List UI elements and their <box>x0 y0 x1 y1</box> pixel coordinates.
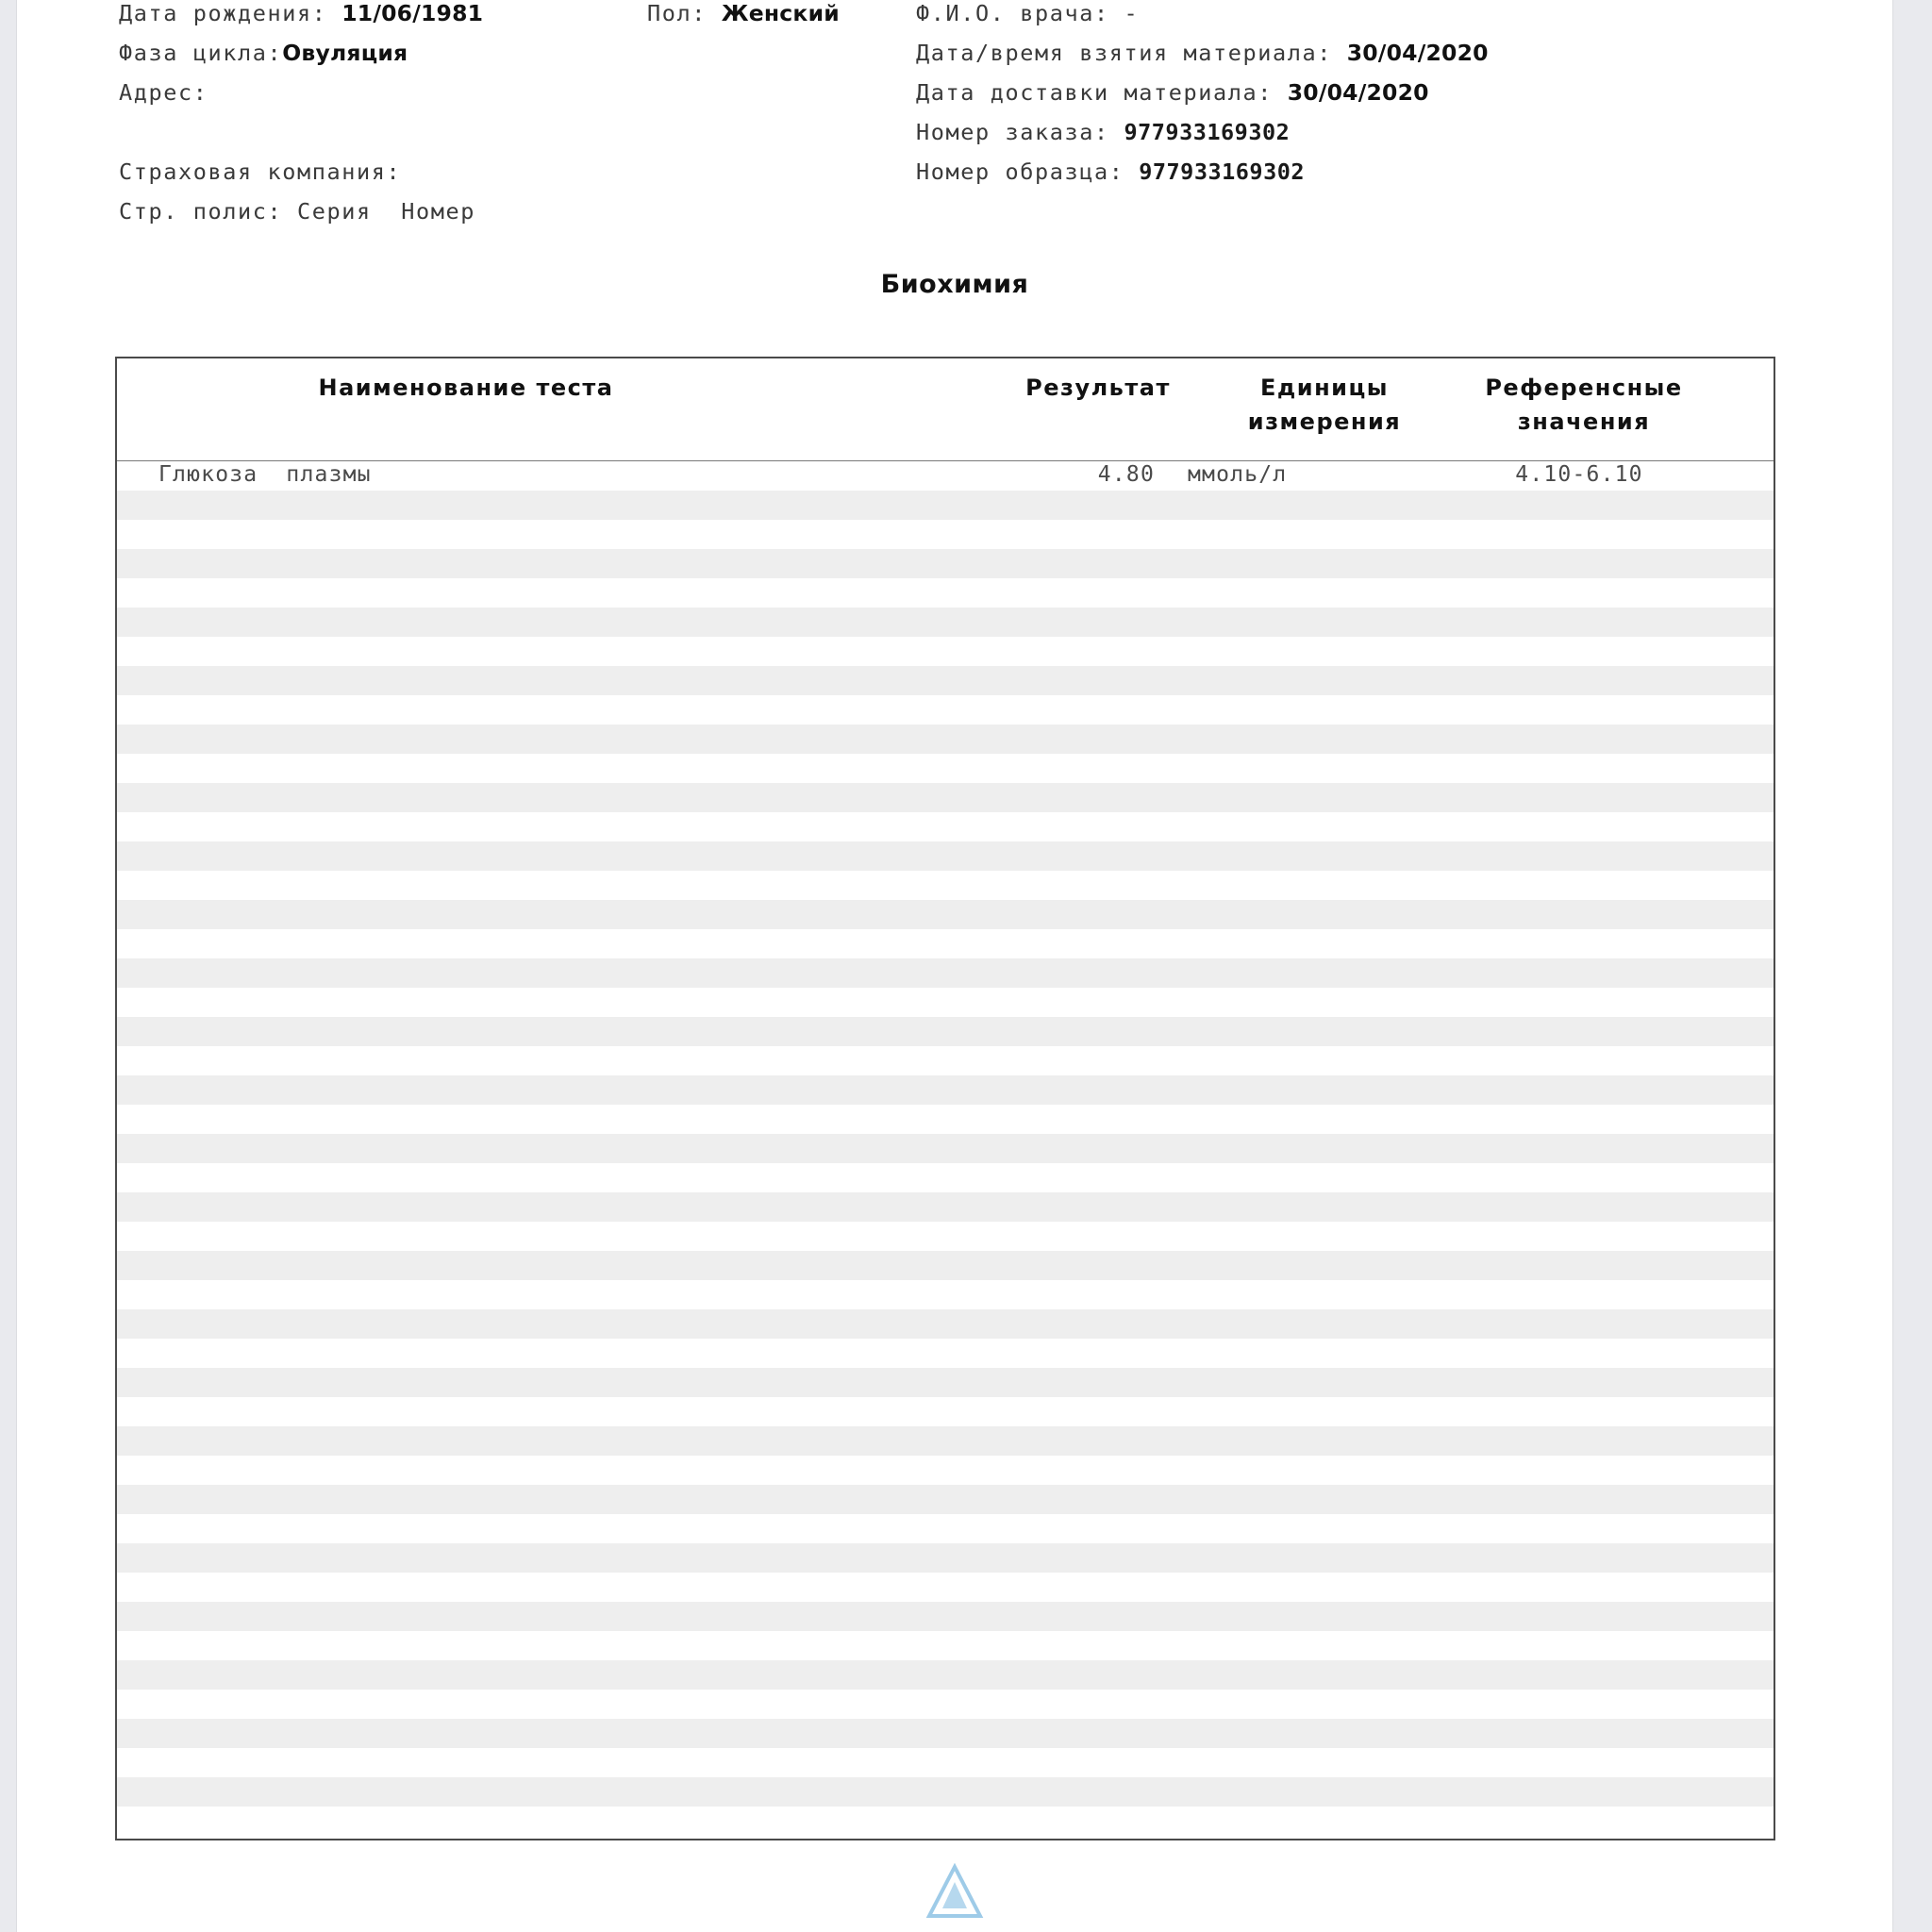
table-row-empty <box>117 637 1774 666</box>
field-birth-date <box>119 0 647 40</box>
table-row-empty <box>117 871 1774 900</box>
page-right-gutter <box>1909 0 1932 1932</box>
cell-test-name: Глюкоза плазмы <box>158 462 372 487</box>
column-header-reference <box>1457 372 1711 439</box>
table-row-empty <box>117 1163 1774 1192</box>
field-cycle-phase <box>119 40 647 79</box>
company-logo-icon <box>925 1863 984 1922</box>
table-row-empty <box>117 578 1774 608</box>
field-sample-number-label: Номер образца: <box>916 158 1140 185</box>
page-left-gutter <box>0 0 17 1932</box>
table-row-empty <box>117 988 1774 1017</box>
table-row-empty <box>117 1075 1774 1105</box>
field-cycle-phase-value: Овуляция <box>282 40 408 66</box>
results-table-header <box>117 358 1774 461</box>
table-row-empty <box>117 491 1774 520</box>
table-row-empty <box>117 1631 1774 1660</box>
field-collection-datetime-value: 30/04/2020 <box>1346 40 1489 66</box>
column-header-units-line1: Единицы <box>1260 375 1389 401</box>
table-row-empty <box>117 1192 1774 1222</box>
table-row-empty <box>117 1251 1774 1280</box>
cell-result: 4.80 <box>1097 462 1155 487</box>
field-birth-date-value: 11/06/1981 <box>341 0 484 26</box>
table-row-empty <box>117 1105 1774 1134</box>
page-title: Биохимия <box>880 270 1029 299</box>
table-row-empty <box>117 1222 1774 1251</box>
field-collection-datetime <box>916 40 1812 79</box>
field-insurance-company <box>119 158 647 198</box>
table-row-empty <box>117 958 1774 988</box>
field-insurance-company-label: Страховая компания: <box>119 158 402 185</box>
document-page <box>17 0 1892 1932</box>
table-row-empty <box>117 1514 1774 1543</box>
table-row-empty <box>117 900 1774 929</box>
table-row-empty <box>117 1017 1774 1046</box>
field-address-label: Адрес: <box>119 79 208 106</box>
table-row-empty <box>117 929 1774 958</box>
column-header-units-line2: измерения <box>1247 408 1402 435</box>
field-cycle-phase-label: Фаза цикла: <box>119 40 283 66</box>
field-birth-date-label: Дата рождения: <box>119 0 342 26</box>
table-row-empty <box>117 1748 1774 1777</box>
table-row-empty <box>117 1602 1774 1631</box>
column-header-reference-line2: значения <box>1517 408 1651 435</box>
field-delivery-date-label: Дата доставки материала: <box>916 79 1288 106</box>
table-row-empty <box>117 1543 1774 1573</box>
field-doctor-name-label: Ф.И.О. врача: - <box>916 0 1140 26</box>
table-row-empty <box>117 666 1774 695</box>
field-address <box>119 79 647 119</box>
field-doctor-name <box>916 0 1812 40</box>
cell-unit: ммоль/л <box>1188 462 1288 487</box>
field-order-number-value: 977933169302 <box>1124 119 1291 145</box>
table-row-empty <box>117 549 1774 578</box>
table-row-empty <box>117 1280 1774 1309</box>
table-row-empty <box>117 1046 1774 1075</box>
results-table-body <box>117 461 1774 1807</box>
column-header-test-name: Наименование теста <box>318 375 614 401</box>
field-delivery-date <box>916 79 1812 119</box>
table-row-empty <box>117 520 1774 549</box>
table-row-empty <box>117 1690 1774 1719</box>
table-row-empty <box>117 1339 1774 1368</box>
table-row-empty <box>117 754 1774 783</box>
table-row-empty <box>117 1573 1774 1602</box>
results-table <box>115 357 1775 1840</box>
footer <box>17 1863 1892 1925</box>
field-delivery-date-value: 30/04/2020 <box>1287 79 1429 106</box>
field-order-number-label: Номер заказа: <box>916 119 1124 145</box>
field-sample-number <box>916 158 1812 198</box>
header-right-column <box>916 0 1812 198</box>
table-row-empty <box>117 1134 1774 1163</box>
table-row-empty <box>117 1660 1774 1690</box>
table-row-empty <box>117 1456 1774 1485</box>
table-row-empty <box>117 783 1774 812</box>
field-sex <box>647 0 921 40</box>
table-row-empty <box>117 1777 1774 1807</box>
table-row-empty <box>117 1426 1774 1456</box>
table-row-empty <box>117 1719 1774 1748</box>
table-row-empty <box>117 1309 1774 1339</box>
table-row-empty <box>117 1368 1774 1397</box>
field-sex-label: Пол: <box>647 0 722 26</box>
header-left-column <box>119 0 647 238</box>
table-row-empty <box>117 724 1774 754</box>
field-policy-label: Стр. полис: Серия Номер <box>119 198 475 225</box>
table-row <box>117 461 1774 491</box>
table-row-empty <box>117 841 1774 871</box>
column-header-units <box>1216 372 1433 439</box>
table-row-empty <box>117 812 1774 841</box>
field-order-number <box>916 119 1812 158</box>
field-sex-value: Женский <box>721 0 840 26</box>
table-row-empty <box>117 1485 1774 1514</box>
cell-reference: 4.10-6.10 <box>1515 462 1643 487</box>
header-mid-column <box>647 0 921 40</box>
table-row-empty <box>117 608 1774 637</box>
field-collection-datetime-label: Дата/время взятия материала: <box>916 40 1347 66</box>
field-sample-number-value: 977933169302 <box>1139 158 1306 185</box>
table-row-empty <box>117 1397 1774 1426</box>
column-header-reference-line1: Референсные <box>1485 375 1683 401</box>
column-header-result: Результат <box>1025 375 1171 401</box>
field-spacer <box>119 119 647 158</box>
field-policy <box>119 198 647 238</box>
table-row-empty <box>117 695 1774 724</box>
